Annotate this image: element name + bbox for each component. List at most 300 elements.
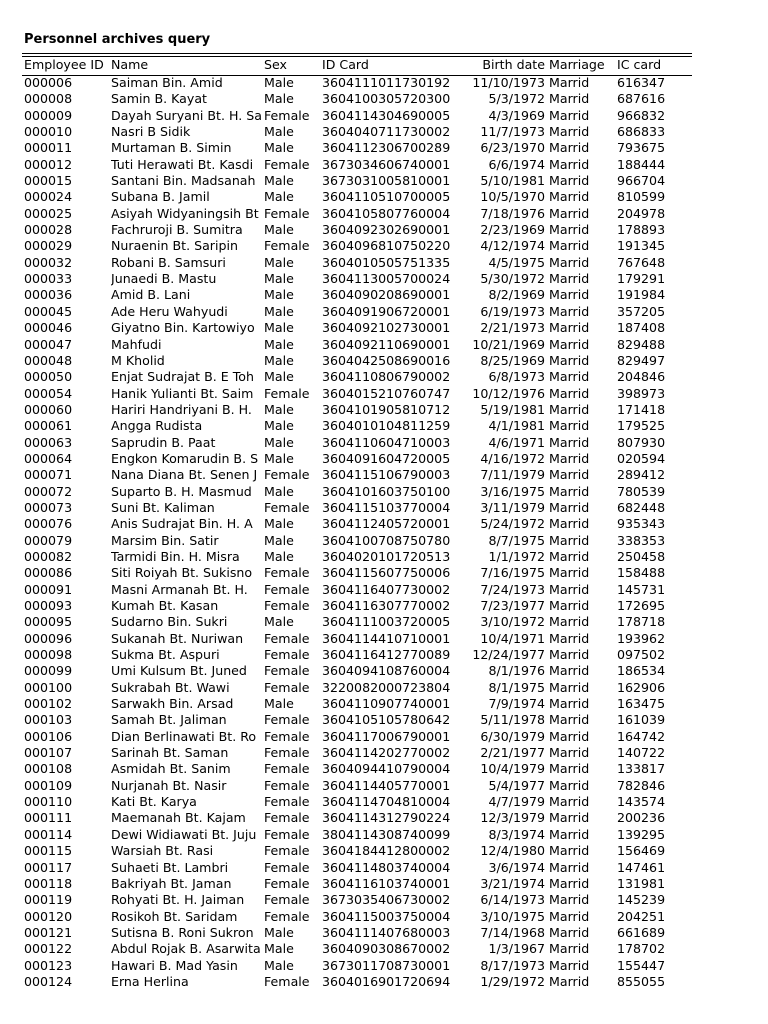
table-row: [0, 304, 768, 320]
name-cell: Tarmidi Bin. H. Misra: [111, 548, 240, 564]
marriage-cell: Marrid: [549, 287, 590, 303]
name-cell: Anis Sudrajat Bin. H. A: [111, 516, 253, 532]
name-cell: Engkon Komarudin B. S: [111, 450, 259, 466]
employee-id-cell: 000036: [24, 287, 73, 303]
employee-id-cell: 000091: [24, 581, 73, 597]
id-card-cell: 3604100305720300: [322, 91, 451, 107]
ic-card-cell: 855055: [617, 973, 666, 989]
birth-date-cell: 10/12/1976: [472, 385, 545, 401]
marriage-cell: Marrid: [549, 189, 590, 205]
id-card-cell: 3604096810750220: [322, 238, 451, 254]
employee-id-cell: 000054: [24, 385, 73, 401]
ic-card-cell: 191345: [617, 238, 666, 254]
table-row: [0, 189, 768, 205]
id-card-cell: 3604114405770001: [322, 777, 451, 793]
ic-card-cell: 145731: [617, 581, 666, 597]
name-cell: Samah Bt. Jaliman: [111, 712, 227, 728]
table-row: [0, 680, 768, 696]
table-row: [0, 827, 768, 843]
birth-date-cell: 5/4/1977: [488, 777, 545, 793]
marriage-cell: Marrid: [549, 924, 590, 940]
table-row: [0, 696, 768, 712]
table-header-row: [0, 57, 768, 73]
id-card-cell: 3604090208690001: [322, 287, 451, 303]
ic-card-cell: 793675: [617, 140, 666, 156]
employee-id-cell: 000072: [24, 483, 73, 499]
sex-cell: Female: [264, 908, 310, 924]
birth-date-cell: 2/21/1973: [480, 320, 545, 336]
ic-card-cell: 398973: [617, 385, 666, 401]
employee-id-cell: 000103: [24, 712, 73, 728]
sex-cell: Female: [264, 107, 310, 123]
marriage-cell: Marrid: [549, 140, 590, 156]
sex-cell: Male: [264, 189, 294, 205]
marriage-cell: Marrid: [549, 679, 590, 695]
ic-card-cell: 829497: [617, 352, 666, 368]
sex-cell: Male: [264, 434, 294, 450]
birth-date-cell: 4/7/1979: [488, 794, 545, 810]
ic-card-cell: 204978: [617, 205, 666, 221]
ic-card-cell: 188444: [617, 156, 666, 172]
employee-id-cell: 000095: [24, 614, 73, 630]
name-cell: Dian Berlinawati Bt. Ro: [111, 728, 257, 744]
birth-date-cell: 6/30/1979: [480, 728, 545, 744]
ic-card-cell: 161039: [617, 712, 666, 728]
name-cell: Nasri B Sidik: [111, 124, 191, 140]
sex-cell: Female: [264, 663, 310, 679]
employee-id-cell: 000109: [24, 777, 73, 793]
sex-cell: Male: [264, 320, 294, 336]
marriage-cell: Marrid: [549, 973, 590, 989]
birth-date-cell: 6/23/1970: [480, 140, 545, 156]
birth-date-cell: 7/18/1976: [480, 205, 545, 221]
birth-date-cell: 3/6/1974: [488, 859, 545, 875]
table-row: [0, 467, 768, 483]
id-card-cell: 3220082000723804: [322, 679, 451, 695]
birth-date-cell: 3/21/1974: [480, 875, 545, 891]
id-card-cell: 3673031005810001: [322, 173, 451, 189]
marriage-cell: Marrid: [549, 254, 590, 270]
marriage-cell: Marrid: [549, 303, 590, 319]
ic-card-cell: 172695: [617, 598, 666, 613]
table-row: [0, 778, 768, 794]
sex-cell: Male: [264, 924, 294, 940]
employee-id-cell: 000010: [24, 124, 73, 140]
name-cell: Kumah Bt. Kasan: [111, 598, 219, 613]
table-row: [0, 549, 768, 565]
table-row: [0, 533, 768, 549]
name-cell: Masni Armanah Bt. H.: [111, 581, 248, 597]
employee-id-cell: 000110: [24, 794, 73, 810]
birth-date-cell: 3/16/1975: [480, 483, 545, 499]
marriage-cell: Marrid: [549, 352, 590, 368]
marriage-cell: Marrid: [549, 450, 590, 466]
sex-cell: Male: [264, 532, 294, 548]
id-card-cell: 3604110604710003: [322, 434, 451, 450]
name-cell: Suni Bt. Kaliman: [111, 499, 215, 515]
marriage-cell: Marrid: [549, 91, 590, 107]
sex-cell: Female: [264, 810, 310, 826]
employee-id-cell: 000093: [24, 598, 73, 613]
marriage-cell: Marrid: [549, 401, 590, 417]
table-row: [0, 320, 768, 336]
name-cell: Saprudin B. Paat: [111, 434, 216, 450]
marriage-cell: Marrid: [549, 124, 590, 140]
sex-cell: Male: [264, 696, 294, 712]
birth-date-cell: 10/21/1969: [472, 336, 545, 352]
id-card-cell: 3673011708730001: [322, 957, 451, 973]
employee-id-cell: 000024: [24, 189, 73, 205]
name-cell: Sukanah Bt. Nuriwan: [111, 630, 244, 646]
marriage-cell: Marrid: [549, 598, 590, 613]
name-cell: Asmidah Bt. Sanim: [111, 761, 231, 777]
marriage-cell: Marrid: [549, 369, 590, 385]
sex-cell: Male: [264, 548, 294, 564]
employee-id-cell: 000046: [24, 320, 73, 336]
name-cell: Dayah Suryani Bt. H. Sa: [111, 107, 262, 123]
table-row: [0, 402, 768, 418]
id-card-cell: 3604111407680003: [322, 924, 451, 940]
birth-date-cell: 6/14/1973: [480, 892, 545, 908]
id-card-cell: 3604114803740004: [322, 859, 451, 875]
ic-card-cell: 179525: [617, 418, 666, 434]
marriage-cell: Marrid: [549, 614, 590, 630]
birth-date-cell: 8/7/1975: [488, 532, 545, 548]
name-cell: Rosikoh Bt. Saridam: [111, 908, 238, 924]
ic-card-cell: 139295: [617, 826, 666, 842]
name-cell: Warsiah Bt. Rasi: [111, 843, 214, 859]
birth-date-cell: 7/24/1973: [480, 581, 545, 597]
employee-id-cell: 000123: [24, 957, 73, 973]
ic-card-cell: 807930: [617, 434, 666, 450]
birth-date-cell: 4/16/1972: [480, 450, 545, 466]
marriage-cell: Marrid: [549, 761, 590, 777]
column-header-birth-date: Birth date: [482, 57, 545, 72]
id-card-cell: 3604115607750006: [322, 565, 451, 581]
marriage-cell: Marrid: [549, 794, 590, 810]
birth-date-cell: 8/17/1973: [480, 957, 545, 973]
id-card-cell: 3604111011730192: [322, 75, 451, 90]
employee-id-cell: 000115: [24, 843, 73, 859]
birth-date-cell: 6/6/1974: [488, 156, 545, 172]
name-cell: Marsim Bin. Satir: [111, 532, 219, 548]
marriage-cell: Marrid: [549, 385, 590, 401]
employee-id-cell: 000118: [24, 875, 73, 891]
ic-card-cell: 179291: [617, 271, 666, 287]
sex-cell: Female: [264, 156, 310, 172]
name-cell: Bakriyah Bt. Jaman: [111, 875, 232, 891]
sex-cell: Female: [264, 238, 310, 254]
employee-id-cell: 000119: [24, 892, 73, 908]
employee-id-cell: 000060: [24, 401, 73, 417]
name-cell: Abdul Rojak B. Asarwita: [111, 941, 261, 957]
ic-card-cell: 155447: [617, 957, 666, 973]
id-card-cell: 3604112405720001: [322, 516, 451, 532]
id-card-cell: 3604116412770089: [322, 647, 451, 663]
name-cell: Maemanah Bt. Kajam: [111, 810, 246, 826]
table-row: [0, 337, 768, 353]
name-cell: Tuti Herawati Bt. Kasdi: [111, 156, 254, 172]
employee-id-cell: 000082: [24, 548, 73, 564]
table-row: [0, 255, 768, 271]
marriage-cell: Marrid: [549, 826, 590, 842]
birth-date-cell: 1/3/1967: [488, 941, 545, 957]
sex-cell: Male: [264, 287, 294, 303]
employee-id-cell: 000025: [24, 205, 73, 221]
ic-card-cell: 829488: [617, 336, 666, 352]
table-row: [0, 712, 768, 728]
marriage-cell: Marrid: [549, 647, 590, 663]
table-row: [0, 173, 768, 189]
column-header-sex: Sex: [264, 57, 287, 72]
id-card-cell: 3604100708750780: [322, 532, 451, 548]
column-header-id-card: ID Card: [322, 57, 369, 72]
name-cell: Santani Bin. Madsanah: [111, 173, 256, 189]
sex-cell: Female: [264, 581, 310, 597]
id-card-cell: 3804114308740099: [322, 826, 451, 842]
marriage-cell: Marrid: [549, 434, 590, 450]
birth-date-cell: 1/29/1972: [480, 973, 545, 989]
sex-cell: Male: [264, 614, 294, 630]
table-row: [0, 418, 768, 434]
sex-cell: Female: [264, 892, 310, 908]
table-row: [0, 876, 768, 892]
id-card-cell: 3604110510700005: [322, 189, 451, 205]
id-card-cell: 3604020101720513: [322, 548, 451, 564]
birth-date-cell: 6/8/1973: [488, 369, 545, 385]
employee-id-cell: 000011: [24, 140, 73, 156]
sex-cell: Female: [264, 745, 310, 761]
ic-card-cell: 178702: [617, 941, 666, 957]
marriage-cell: Marrid: [549, 222, 590, 238]
ic-card-cell: 782846: [617, 777, 666, 793]
ic-card-cell: 178718: [617, 614, 666, 630]
id-card-cell: 3604010505751335: [322, 254, 451, 270]
employee-id-cell: 000086: [24, 565, 73, 581]
name-cell: Hawari B. Mad Yasin: [111, 957, 238, 973]
employee-id-cell: 000029: [24, 238, 73, 254]
table-row: [0, 206, 768, 222]
sex-cell: Male: [264, 516, 294, 532]
sex-cell: Female: [264, 794, 310, 810]
marriage-cell: Marrid: [549, 696, 590, 712]
employee-id-cell: 000028: [24, 222, 73, 238]
birth-date-cell: 5/3/1972: [488, 91, 545, 107]
birth-date-cell: 3/10/1972: [480, 614, 545, 630]
employee-id-cell: 000111: [24, 810, 73, 826]
birth-date-cell: 7/23/1977: [480, 598, 545, 613]
birth-date-cell: 11/7/1973: [480, 124, 545, 140]
id-card-cell: 3604111003720005: [322, 614, 451, 630]
birth-date-cell: 6/19/1973: [480, 303, 545, 319]
ic-card-cell: 158488: [617, 565, 666, 581]
name-cell: Murtaman B. Simin: [111, 140, 232, 156]
column-header-employee-id: Employee ID: [24, 57, 104, 72]
name-cell: Erna Herlina: [111, 973, 189, 989]
employee-id-cell: 000122: [24, 941, 73, 957]
birth-date-cell: 12/24/1977: [472, 647, 545, 663]
birth-date-cell: 12/4/1980: [480, 843, 545, 859]
column-header-marriage: Marriage: [549, 57, 605, 72]
id-card-cell: 3604110907740001: [322, 696, 451, 712]
name-cell: Sukrabah Bt. Wawi: [111, 679, 230, 695]
id-card-cell: 3604113005700024: [322, 271, 451, 287]
sex-cell: Male: [264, 140, 294, 156]
employee-id-cell: 000102: [24, 696, 73, 712]
name-cell: Ade Heru Wahyudi: [111, 303, 228, 319]
birth-date-cell: 8/2/1969: [488, 287, 545, 303]
birth-date-cell: 10/5/1970: [480, 189, 545, 205]
marriage-cell: Marrid: [549, 875, 590, 891]
name-cell: Sarinah Bt. Saman: [111, 745, 229, 761]
sex-cell: Female: [264, 630, 310, 646]
sex-cell: Female: [264, 826, 310, 842]
table-row: [0, 860, 768, 876]
name-cell: Umi Kulsum Bt. Juned: [111, 663, 247, 679]
ic-card-cell: 143574: [617, 794, 666, 810]
ic-card-cell: 187408: [617, 320, 666, 336]
marriage-cell: Marrid: [549, 156, 590, 172]
sex-cell: Male: [264, 418, 294, 434]
name-cell: Nana Diana Bt. Senen J: [111, 467, 258, 483]
id-card-cell: 3604117006790001: [322, 728, 451, 744]
marriage-cell: Marrid: [549, 843, 590, 859]
ic-card-cell: 131981: [617, 875, 666, 891]
ic-card-cell: 966704: [617, 173, 666, 189]
table-row: [0, 75, 768, 91]
sex-cell: Male: [264, 124, 294, 140]
id-card-cell: 3604114202770002: [322, 745, 451, 761]
sex-cell: Male: [264, 369, 294, 385]
marriage-cell: Marrid: [549, 483, 590, 499]
name-cell: Mahfudi: [111, 336, 162, 352]
ic-card-cell: 162906: [617, 679, 666, 695]
employee-id-cell: 000096: [24, 630, 73, 646]
name-cell: Hariri Handriyani B. H.: [111, 401, 252, 417]
id-card-cell: 3604101905810712: [322, 401, 451, 417]
ic-card-cell: 178893: [617, 222, 666, 238]
sex-cell: Male: [264, 401, 294, 417]
marriage-cell: Marrid: [549, 941, 590, 957]
header-top-rule: [22, 53, 692, 54]
birth-date-cell: 7/9/1974: [488, 696, 545, 712]
table-row: [0, 222, 768, 238]
employee-id-cell: 000032: [24, 254, 73, 270]
employee-id-cell: 000108: [24, 761, 73, 777]
marriage-cell: Marrid: [549, 548, 590, 564]
marriage-cell: Marrid: [549, 320, 590, 336]
ic-card-cell: 164742: [617, 728, 666, 744]
table-row: [0, 909, 768, 925]
marriage-cell: Marrid: [549, 205, 590, 221]
name-cell: Sarwakh Bin. Arsad: [111, 696, 234, 712]
sex-cell: Female: [264, 777, 310, 793]
ic-card-cell: 289412: [617, 467, 666, 483]
birth-date-cell: 7/11/1979: [480, 467, 545, 483]
ic-card-cell: 250458: [617, 548, 666, 564]
id-card-cell: 3604114704810004: [322, 794, 451, 810]
ic-card-cell: 186534: [617, 663, 666, 679]
sex-cell: Male: [264, 75, 294, 90]
birth-date-cell: 1/1/1972: [488, 548, 545, 564]
marriage-cell: Marrid: [549, 336, 590, 352]
id-card-cell: 3604115003750004: [322, 908, 451, 924]
ic-card-cell: 661689: [617, 924, 666, 940]
sex-cell: Male: [264, 271, 294, 287]
sex-cell: Male: [264, 483, 294, 499]
table-row: [0, 108, 768, 124]
name-cell: Asiyah Widyaningsih Bt: [111, 205, 259, 221]
marriage-cell: Marrid: [549, 630, 590, 646]
table-row: [0, 157, 768, 173]
employee-id-cell: 000063: [24, 434, 73, 450]
marriage-cell: Marrid: [549, 418, 590, 434]
marriage-cell: Marrid: [549, 581, 590, 597]
id-card-cell: 3604114304690005: [322, 107, 451, 123]
sex-cell: Female: [264, 385, 310, 401]
name-cell: Siti Roiyah Bt. Sukisno: [111, 565, 253, 581]
id-card-cell: 3604105105780642: [322, 712, 451, 728]
sex-cell: Male: [264, 303, 294, 319]
table-row: [0, 435, 768, 451]
employee-id-cell: 000012: [24, 156, 73, 172]
marriage-cell: Marrid: [549, 777, 590, 793]
sex-cell: Female: [264, 565, 310, 581]
name-cell: Suparto B. H. Masmud: [111, 483, 252, 499]
table-row: [0, 958, 768, 974]
marriage-cell: Marrid: [549, 908, 590, 924]
id-card-cell: 3604015210760747: [322, 385, 451, 401]
birth-date-cell: 3/10/1975: [480, 908, 545, 924]
ic-card-cell: 780539: [617, 483, 666, 499]
sex-cell: Male: [264, 450, 294, 466]
id-card-cell: 3604114410710001: [322, 630, 451, 646]
table-row: [0, 647, 768, 663]
marriage-cell: Marrid: [549, 892, 590, 908]
birth-date-cell: 4/5/1975: [488, 254, 545, 270]
table-row: [0, 794, 768, 810]
id-card-cell: 3604042508690016: [322, 352, 451, 368]
id-card-cell: 3604184412800002: [322, 843, 451, 859]
name-cell: Amid B. Lani: [111, 287, 191, 303]
id-card-cell: 3604112306700289: [322, 140, 451, 156]
sex-cell: Female: [264, 973, 310, 989]
ic-card-cell: 687616: [617, 91, 666, 107]
name-cell: Samin B. Kayat: [111, 91, 207, 107]
id-card-cell: 3604092302690001: [322, 222, 451, 238]
name-cell: Robani B. Samsuri: [111, 254, 226, 270]
marriage-cell: Marrid: [549, 859, 590, 875]
sex-cell: Female: [264, 679, 310, 695]
sex-cell: Female: [264, 843, 310, 859]
table-row: [0, 663, 768, 679]
birth-date-cell: 2/21/1977: [480, 745, 545, 761]
ic-card-cell: 357205: [617, 303, 666, 319]
ic-card-cell: 200236: [617, 810, 666, 826]
table-row: [0, 500, 768, 516]
employee-id-cell: 000107: [24, 745, 73, 761]
employee-id-cell: 000079: [24, 532, 73, 548]
table-row: [0, 353, 768, 369]
table-row: [0, 941, 768, 957]
marriage-cell: Marrid: [549, 499, 590, 515]
employee-id-cell: 000050: [24, 369, 73, 385]
table-row: [0, 386, 768, 402]
employee-id-cell: 000048: [24, 352, 73, 368]
sex-cell: Female: [264, 598, 310, 613]
table-row: [0, 761, 768, 777]
birth-date-cell: 7/14/1968: [480, 924, 545, 940]
